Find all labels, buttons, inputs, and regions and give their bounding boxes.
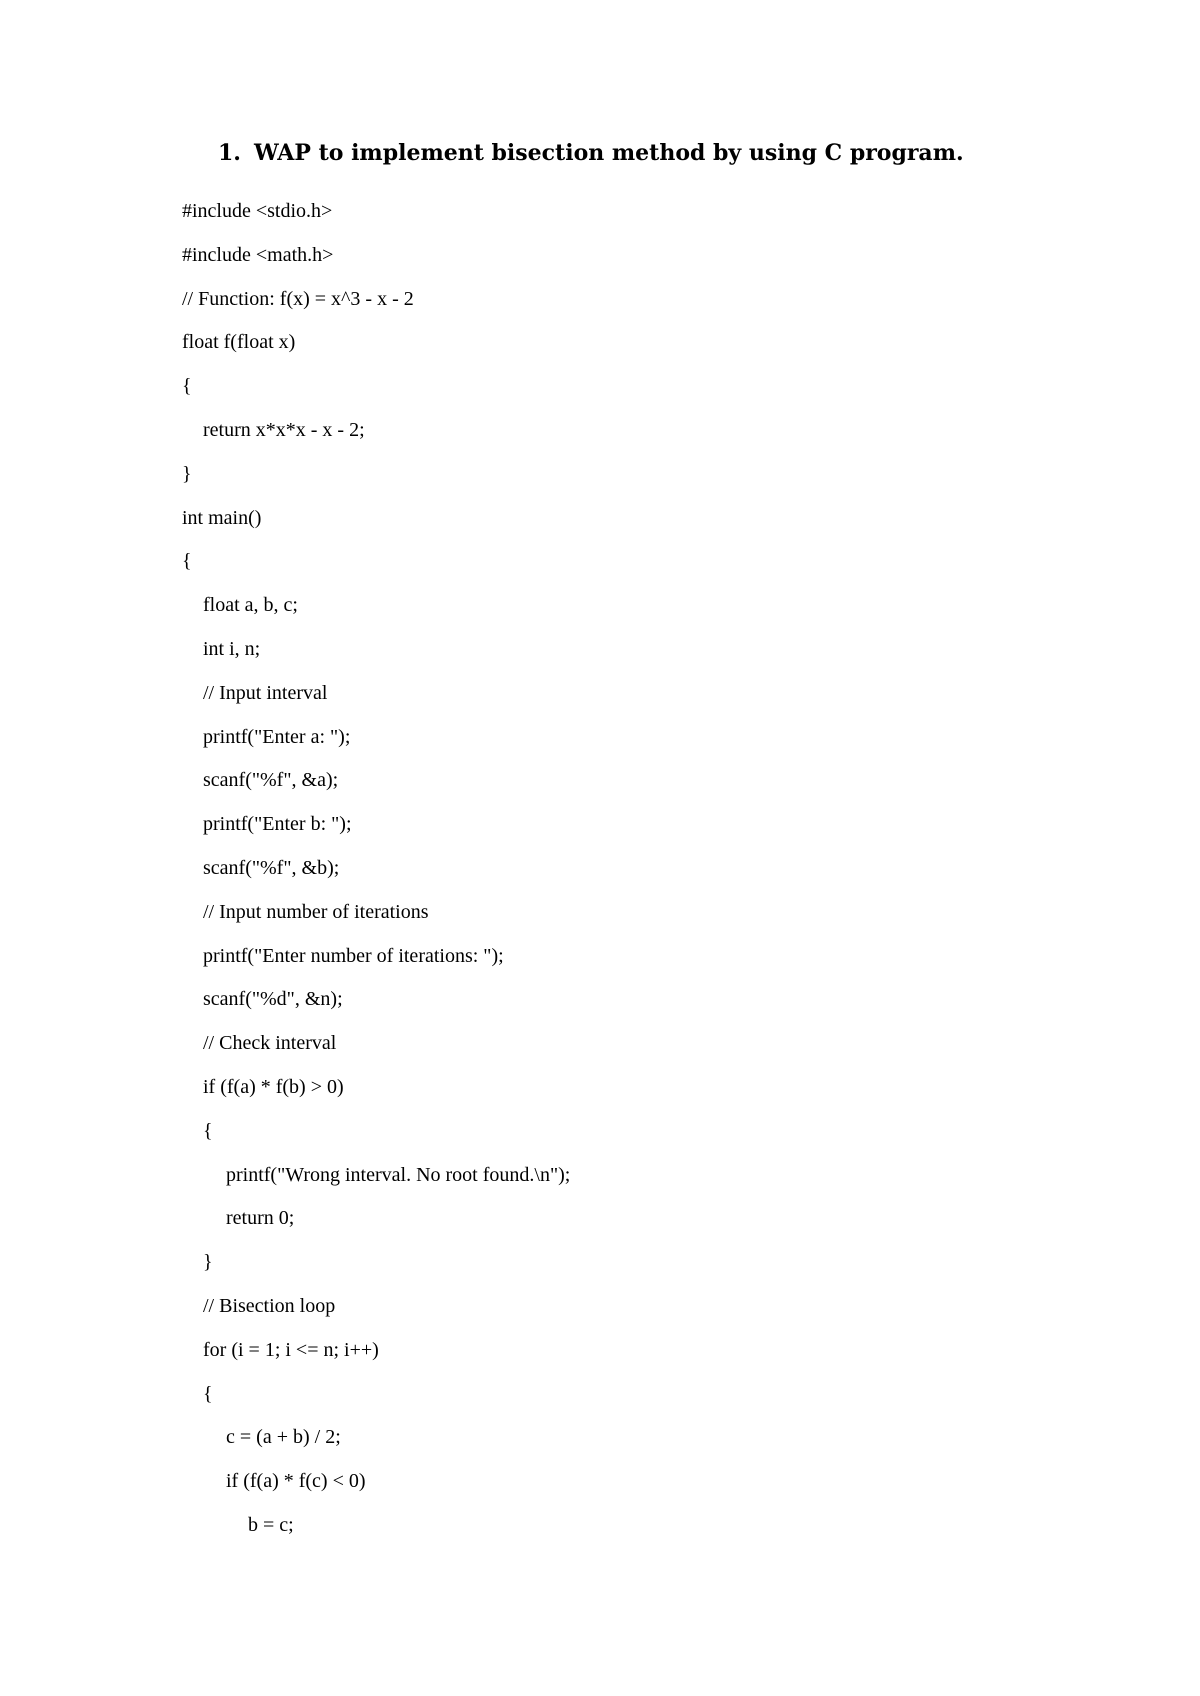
- code-line: // Function: f(x) = x^3 - x - 2: [182, 287, 414, 310]
- code-line: {: [203, 1382, 213, 1405]
- code-line: return 0;: [226, 1207, 295, 1230]
- code-line: int main(): [182, 506, 262, 529]
- code-line: {: [182, 550, 192, 573]
- code-line: printf("Enter number of iterations: ");: [203, 944, 504, 967]
- code-line: // Bisection loop: [203, 1294, 336, 1317]
- code-line: }: [182, 462, 192, 485]
- question-heading: [218, 142, 964, 164]
- code-line: scanf("%f", &a);: [203, 769, 339, 792]
- code-line: #include <math.h>: [182, 243, 334, 266]
- question-title: WAP to implement bisection method by using C program.: [254, 140, 964, 166]
- code-line: float a, b, c;: [203, 594, 298, 617]
- code-line: if (f(a) * f(b) > 0): [203, 1075, 344, 1098]
- code-line: {: [182, 375, 192, 398]
- question-number: 1.: [218, 140, 241, 166]
- code-line: scanf("%d", &n);: [203, 988, 343, 1011]
- code-line: printf("Enter a: ");: [203, 725, 351, 748]
- code-line: c = (a + b) / 2;: [226, 1426, 341, 1449]
- code-listing: [182, 190, 570, 1548]
- code-line: // Check interval: [203, 1032, 337, 1055]
- code-line: float f(float x): [182, 331, 296, 354]
- code-line: // Input number of iterations: [203, 900, 429, 923]
- code-line: if (f(a) * f(c) < 0): [226, 1470, 366, 1493]
- code-line: #include <stdio.h>: [182, 200, 333, 222]
- code-line: // Input interval: [203, 681, 328, 704]
- code-line: scanf("%f", &b);: [203, 856, 340, 879]
- code-line: for (i = 1; i <= n; i++): [203, 1338, 379, 1361]
- code-line: b = c;: [248, 1513, 294, 1536]
- code-line: printf("Enter b: ");: [203, 813, 352, 836]
- code-line: int i, n;: [203, 637, 261, 660]
- code-line: printf("Wrong interval. No root found.\n");: [226, 1163, 571, 1186]
- code-line: {: [203, 1119, 213, 1142]
- code-line: }: [203, 1251, 213, 1274]
- code-line: return x*x*x - x - 2;: [203, 418, 365, 441]
